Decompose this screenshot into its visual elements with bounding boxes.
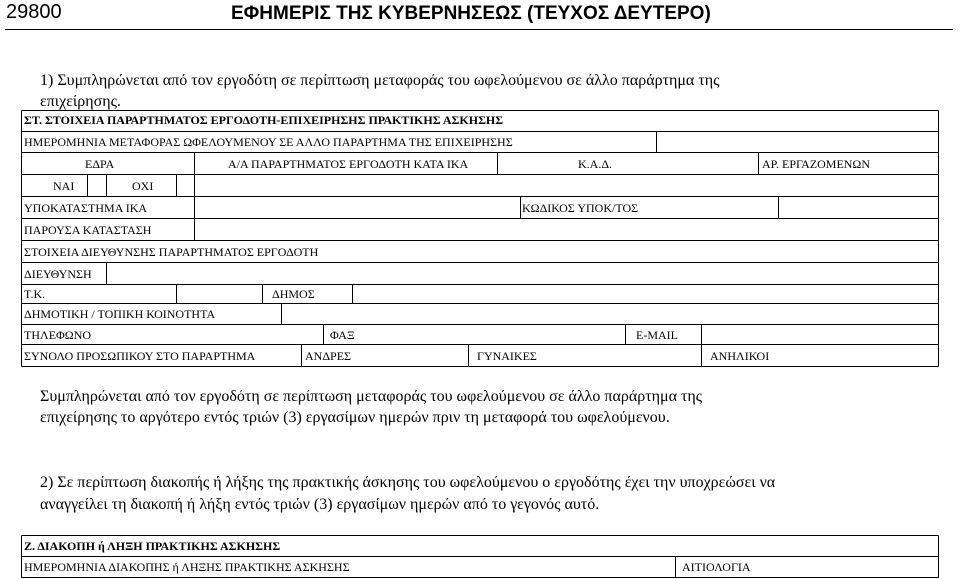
yes-label: ΝΑΙ	[53, 179, 75, 193]
para2-line-1: 2) Σε περίπτωση διακοπής ή λήξης της πρακτικής άσκησης του ωφελούμενου ο εργοδότης έχει την υποχρεώσει να	[40, 474, 776, 491]
ika-branch-label: ΥΠΟΚΑΤΑΣΤΗΜΑ ΙΚΑ	[24, 201, 148, 215]
branch-number-label: Α/Α ΠΑΡΑΡΤΗΜΑΤΟΣ ΕΡΓΟΔΟΤΗ ΚΑΤΑ ΙΚΑ	[228, 157, 469, 171]
intro-line-1: 1) Συμπληρώνεται από τον εργοδότη σε περίπτωση μεταφοράς του ωφελούμενου σε άλλο παράρτημα της	[40, 72, 720, 89]
minors-label: ΑΝΗΛΙΚΟΙ	[710, 349, 770, 363]
address-section-label: ΣΤΟΙΧΕΙΑ ΔΙΕΥΘΥΝΣΗΣ ΠΑΡΑΡΤΗΜΑΤΟΣ ΕΡΓΟΔΟΤΗ	[24, 245, 319, 259]
postal-code-label: Τ.Κ.	[24, 287, 46, 301]
address-label: ΔΙΕΥΘΥΝΣΗ	[24, 267, 92, 281]
transfer-date-label: ΗΜΕΡΟΜΗΝΙΑ ΜΕΤΑΦΟΡΑΣ ΩΦΕΛΟΥΜΕΝΟΥ ΣΕ ΑΛΛΟ ΠΑΡΑΡΤΗΜΑ ΤΗΣ ΕΠΙΧΕΙΡΗΣΗΣ	[24, 135, 513, 149]
total-staff-label: ΣΥΝΟΛΟ ΠΡΟΣΩΠΙΚΟΥ ΣΤΟ ΠΑΡΑΡΤΗΜΑ	[24, 349, 256, 363]
fax-label: ΦΑΞ	[330, 328, 355, 342]
community-label: ΔΗΜΟΤΙΚΗ / ΤΟΠΙΚΗ ΚΟΙΝΟΤΗΤΑ	[24, 307, 216, 321]
gazette-title: ΕΦΗΜΕΡΙΣ ΤΗΣ ΚΥΒΕΡΝΗΣΕΩΣ (ΤΕΥΧΟΣ ΔΕΥΤΕΡΟ)	[231, 3, 711, 24]
page-number: 29800	[6, 1, 62, 23]
seat-label: ΕΔΡΑ	[85, 157, 115, 171]
section-st-title: ΣΤ. ΣΤΟΙΧΕΙΑ ΠΑΡΑΡΤΗΜΑΤΟΣ ΕΡΓΟΔΟΤΗ-ΕΠΙΧΕΙΡΗΣΗΣ ΠΡΑΚΤΙΚΗΣ ΑΣΚΗΣΗΣ	[24, 113, 504, 127]
phone-label: ΤΗΛΕΦΩΝΟ	[24, 328, 92, 342]
para2-line-2: αναγγείλει τη διακοπή ή λήξη εντός τριών (3) εργασίμων ημερών από το γεγονός αυτό.	[40, 496, 600, 513]
note-line-1: Συμπληρώνεται από τον εργοδότη σε περίπτωση μεταφοράς του ωφελούμενου σε άλλο παράρτημα της	[40, 388, 703, 405]
reason-label: ΑΙΤΙΟΛΟΓΙΑ	[682, 560, 751, 574]
kad-label: Κ.Α.Δ.	[578, 157, 613, 171]
intro-line-2: επιχείρησης.	[40, 93, 121, 110]
municipality-label: ΔΗΜΟΣ	[272, 287, 315, 301]
end-date-label: ΗΜΕΡΟΜΗΝΙΑ ΔΙΑΚΟΠΗΣ ή ΛΗΞΗΣ ΠΡΑΚΤΙΚΗΣ ΑΣΚΗΣΗΣ	[24, 560, 350, 574]
no-label: ΟΧΙ	[132, 179, 154, 193]
women-label: ΓΥΝΑΙΚΕΣ	[477, 349, 537, 363]
status-label: ΠΑΡΟΥΣΑ ΚΑΤΑΣΤΑΣΗ	[24, 223, 152, 237]
email-label: E-MAIL	[636, 328, 678, 342]
section-z-title: Ζ. ΔΙΑΚΟΠΗ ή ΛΗΞΗ ΠΡΑΚΤΙΚΗΣ ΑΣΚΗΣΗΣ	[24, 539, 281, 553]
employees-label: ΑΡ. ΕΡΓΑΖΟΜΕΝΩΝ	[762, 157, 871, 171]
note-line-2: επιχείρησης το αργότερο εντός τριών (3) εργασίμων ημερών πριν τη μεταφορά του ωφελούμενου.	[40, 409, 670, 426]
men-label: ΑΝΔΡΕΣ	[305, 349, 352, 363]
ika-code-label: ΚΩΔΙΚΟΣ ΥΠΟΚ/ΤΟΣ	[522, 201, 639, 215]
